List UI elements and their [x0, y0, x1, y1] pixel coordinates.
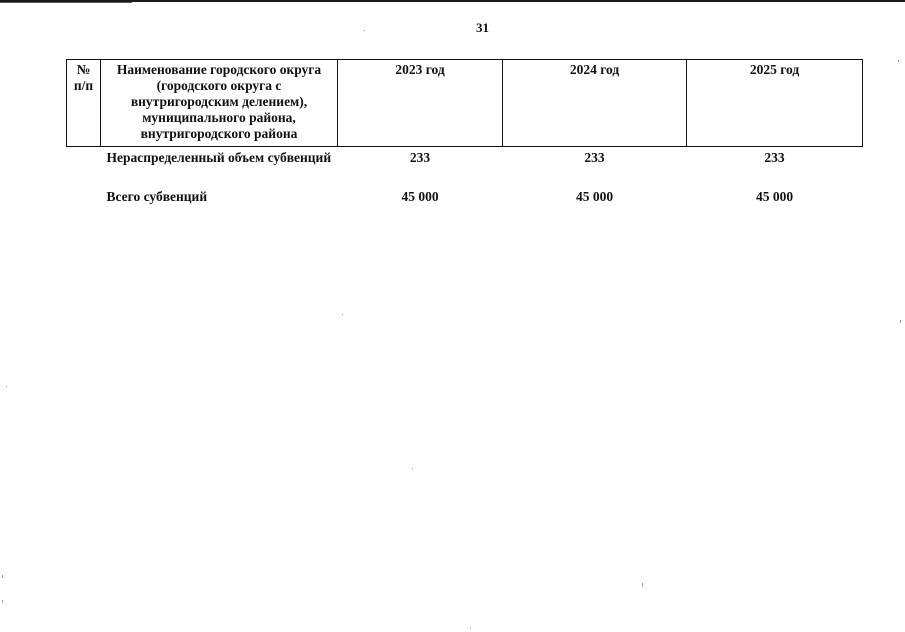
scan-speck [898, 60, 899, 62]
page-top-border-thin [0, 2, 132, 3]
scan-speck [364, 30, 365, 31]
subsidy-table [66, 59, 863, 209]
scan-speck [642, 583, 643, 587]
scan-speck [900, 320, 901, 323]
row-value-2023: 233 [409, 150, 431, 165]
header-year-2025: 2025 год [687, 60, 863, 147]
row-name: Нераспределенный объем субвенций [106, 150, 332, 165]
row-name: Всего субвенций [106, 189, 208, 204]
row-number [67, 186, 101, 209]
scan-speck [470, 627, 471, 628]
table-header-row [67, 60, 863, 147]
scan-speck [2, 575, 3, 578]
header-number: № п/п [67, 60, 101, 147]
page-top-border [0, 0, 905, 2]
row-value-2025: 45 000 [755, 189, 794, 204]
page-number: 31 [476, 20, 489, 35]
table-row [67, 186, 863, 209]
row-value-2023: 45 000 [401, 189, 439, 204]
scan-speck [342, 314, 343, 315]
table-row [67, 147, 863, 187]
header-municipality-name: Наименование городского округа (городского округа с внутригородским делением), муниципального района, внутригородского района [101, 60, 338, 147]
scan-speck [6, 386, 7, 387]
row-value-2024: 233 [584, 150, 605, 165]
scan-speck [412, 468, 413, 469]
row-value-2025: 233 [764, 150, 785, 165]
scan-speck [2, 600, 3, 603]
row-value-2024: 45 000 [575, 189, 614, 204]
header-year-2024: 2024 год [503, 60, 687, 147]
row-number [67, 147, 101, 187]
header-year-2023: 2023 год [338, 60, 503, 147]
